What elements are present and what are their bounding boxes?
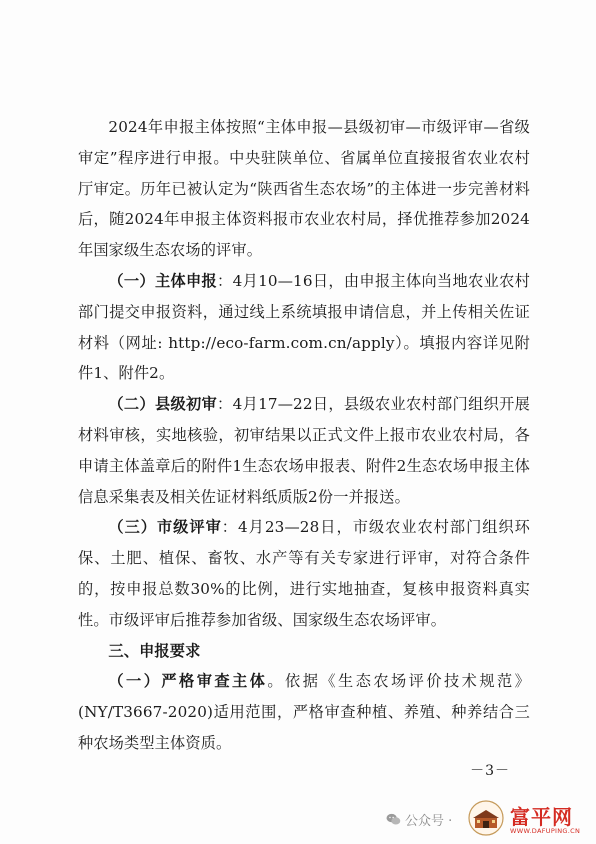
step3-heading: （三）市级评审	[108, 518, 222, 537]
req1-text: 。依据《生态农场评价技术规范》(NY/T3667-2020)适用范围，严格审查种植、养殖、种养结合三种农场类型主体资质。	[78, 672, 531, 752]
step1-heading: （一）主体申报	[108, 271, 218, 290]
step3-text: ：4月23—28日，市级农业农村部门组织环保、土肥、植保、畜牧、水产等有关专家进行评审，对符合条件的，按申报总数30%的比例，进行实地抽查，复核申报资料真实性。市级评审后推荐参加省级、国家级生态农场评审。	[78, 518, 530, 629]
step-paragraph-county-review	[78, 389, 530, 512]
section-heading-requirements: 三、申报要求	[108, 641, 201, 660]
step2-text: ：4月17—22日，县级农业农村部门组织开展材料审核，实地核验，初审结果以正式文件上报市农业农村局，各申请主体盖章后的附件1生态农场申报表、附件2生态农场申报主体信息采集表及相关佐证材料纸质版2份一并报送。	[78, 395, 530, 506]
step-paragraph-county-submission	[78, 266, 530, 389]
req1-heading: （一）严格审查主体	[108, 672, 268, 691]
wechat-icon	[386, 813, 401, 826]
watermark	[386, 800, 590, 840]
requirement-paragraph-strict-review	[78, 666, 530, 758]
intro-text: 2024年申报主体按照“主体申报—县级初审—市级评审—省级审定”程序进行申报。中央驻陕单位、省属单位直接报省农业农村厅审定。历年已被认定为“陕西省生态农场”的主体进一步完善材料后，随2024年申报主体资料报市农业农村局，择优推荐参加2024年国家级生态农场的评审。	[78, 118, 530, 260]
page-number: －3－	[470, 763, 510, 779]
step1-text: ：4月10—16日，由申报主体向当地农业农村部门提交申报资料，通过线上系统填报申请信息，并上传相关佐证材料（网址: http://eco-farm.com.cn/apply）。填报内容详见附件1、附件2。	[78, 271, 530, 383]
intro-paragraph	[78, 112, 530, 266]
step2-heading: （二）县级初审	[108, 395, 218, 414]
watermark-brand: 富平网	[510, 805, 573, 829]
city-gate-logo-icon	[468, 800, 504, 836]
watermark-url: WWW.DAFUPING.CN	[510, 827, 581, 835]
document-body	[78, 112, 530, 759]
watermark-account	[386, 810, 452, 829]
watermark-account-label: 公众号 ·	[405, 814, 453, 829]
step-paragraph-city-review	[78, 512, 530, 635]
